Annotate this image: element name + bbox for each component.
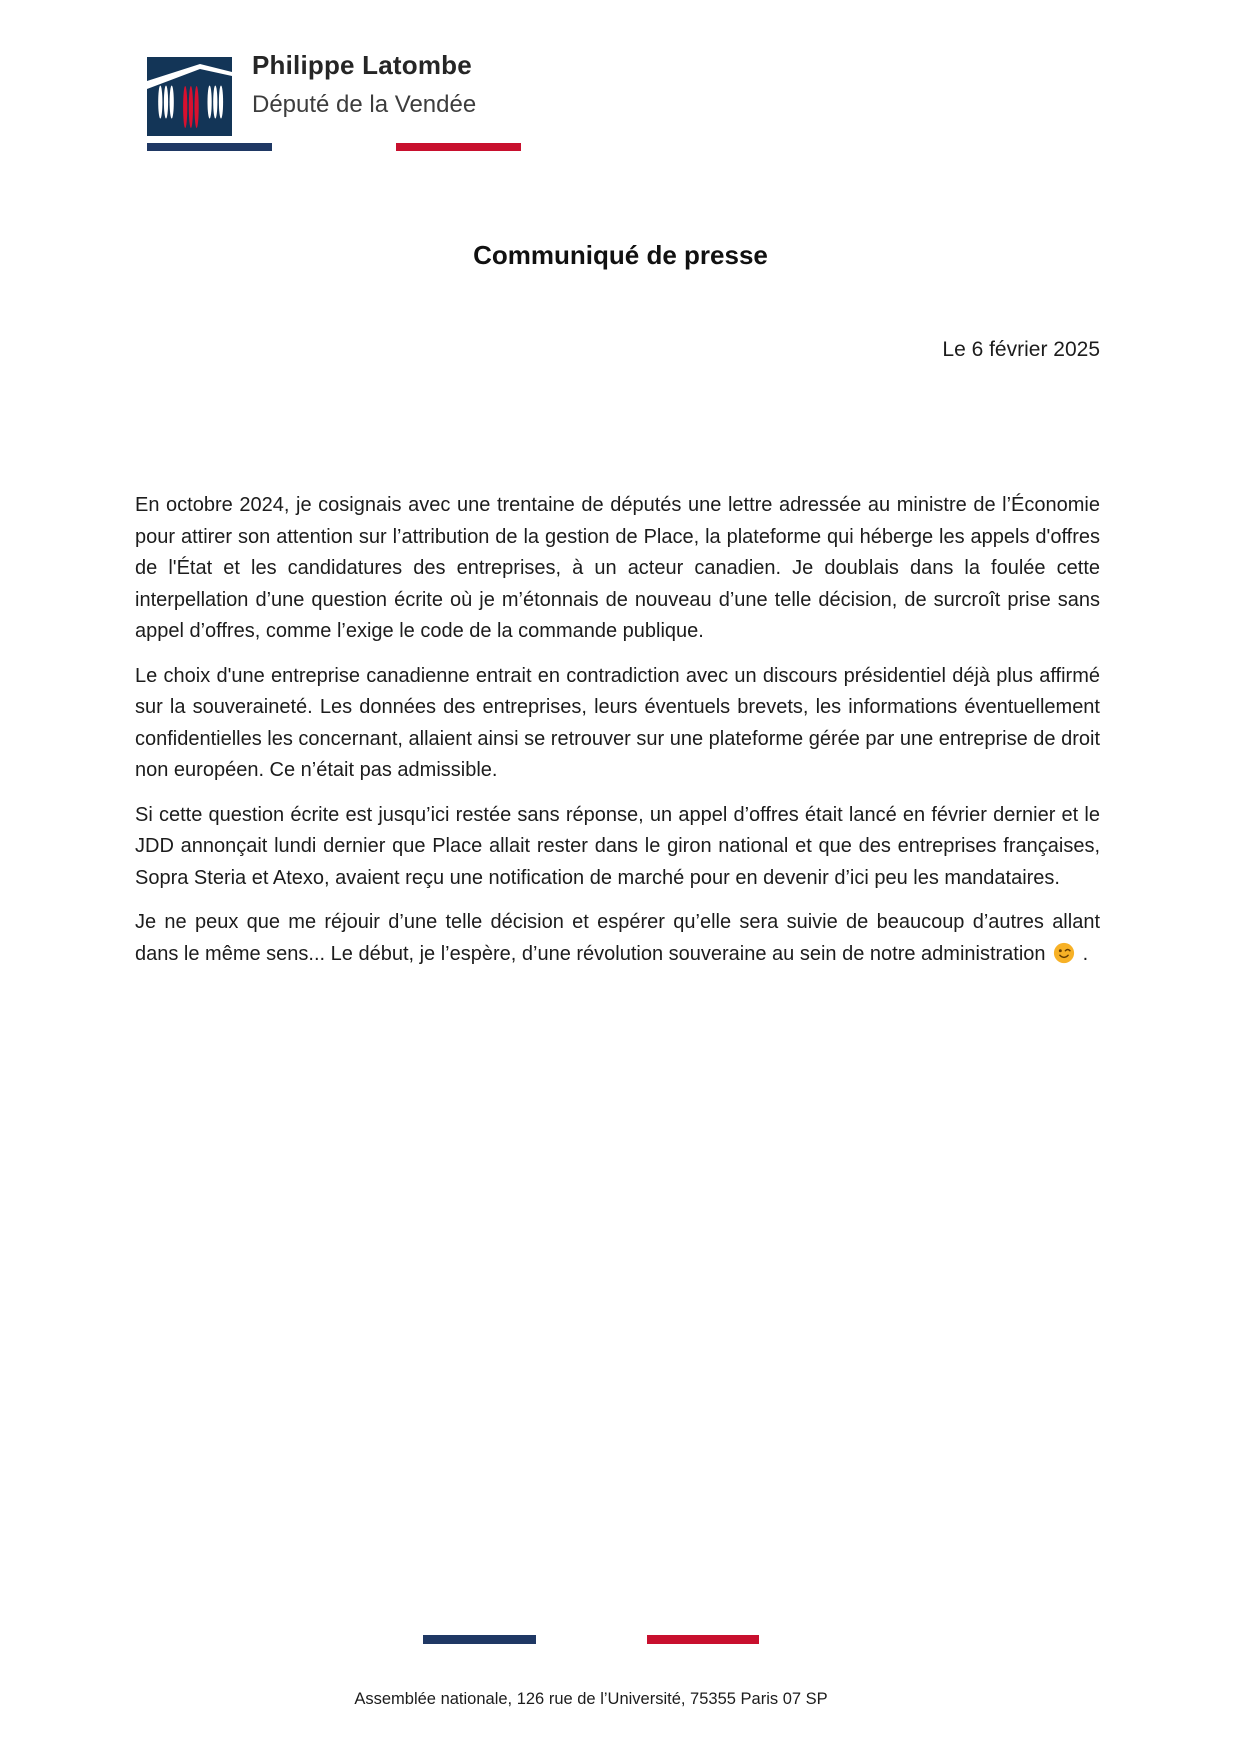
header-navy-bar (147, 143, 272, 151)
winking-emoji-icon (1053, 942, 1075, 964)
footer-red-bar (647, 1635, 759, 1644)
body-text (135, 490, 1100, 983)
footer-navy-bar (423, 1635, 536, 1644)
deputy-title: Député de la Vendée (252, 91, 477, 118)
paragraph: En octobre 2024, je cosignais avec une trentaine de députés une lettre adressée au ministre de l’Économie pour attirer son attention sur l’attribution de la gestion de Place, la plateforme qui héberge les appels d'offres de l'État et les candidatures des entreprises, à un acteur canadien. Je doublais dans la foulée cette interpellation d’une question écrite où je m’étonnais de nouveau d’une telle décision, de surcroît prise sans appel d’offres, comme l’exige le code de la commande publique. (135, 494, 1100, 642)
deputy-name: Philippe Latombe (252, 50, 472, 80)
footer-address: Assemblée nationale, 126 rue de l’Université, 75355 Paris 07 SP (354, 1690, 828, 1708)
assemblee-nationale-logo (147, 57, 232, 136)
paragraph: Je ne peux que me réjouir d’une telle décision et espérer qu’elle sera suivie de beaucoup d’autres allant dans le même sens... Le début, je l’espère, d’une révolution souveraine au sein de notre administration . (135, 911, 1100, 965)
paragraph: Le choix d'une entreprise canadienne entrait en contradiction avec un discours présidentiel déjà plus affirmé sur la souveraineté. Les données des entreprises, leurs éventuels brevets, les informations éventuellement confidentielles les concernant, allaient ainsi se retrouver sur une plateforme gérée par une entreprise de droit non européen. Ce n’était pas admissible. (135, 664, 1100, 781)
press-release-title: Communiqué de presse (473, 240, 768, 270)
paragraph: Si cette question écrite est jusqu’ici restée sans réponse, un appel d’offres était lancé en février dernier et le JDD annonçait lundi dernier que Place allait rester dans le giron national et que des entreprises françaises, Sopra Steria et Atexo, avaient reçu une notification de marché pour en devenir d’ici peu les mandataires. (135, 803, 1100, 889)
date-line: Le 6 février 2025 (942, 338, 1100, 361)
header-red-bar (396, 143, 521, 151)
